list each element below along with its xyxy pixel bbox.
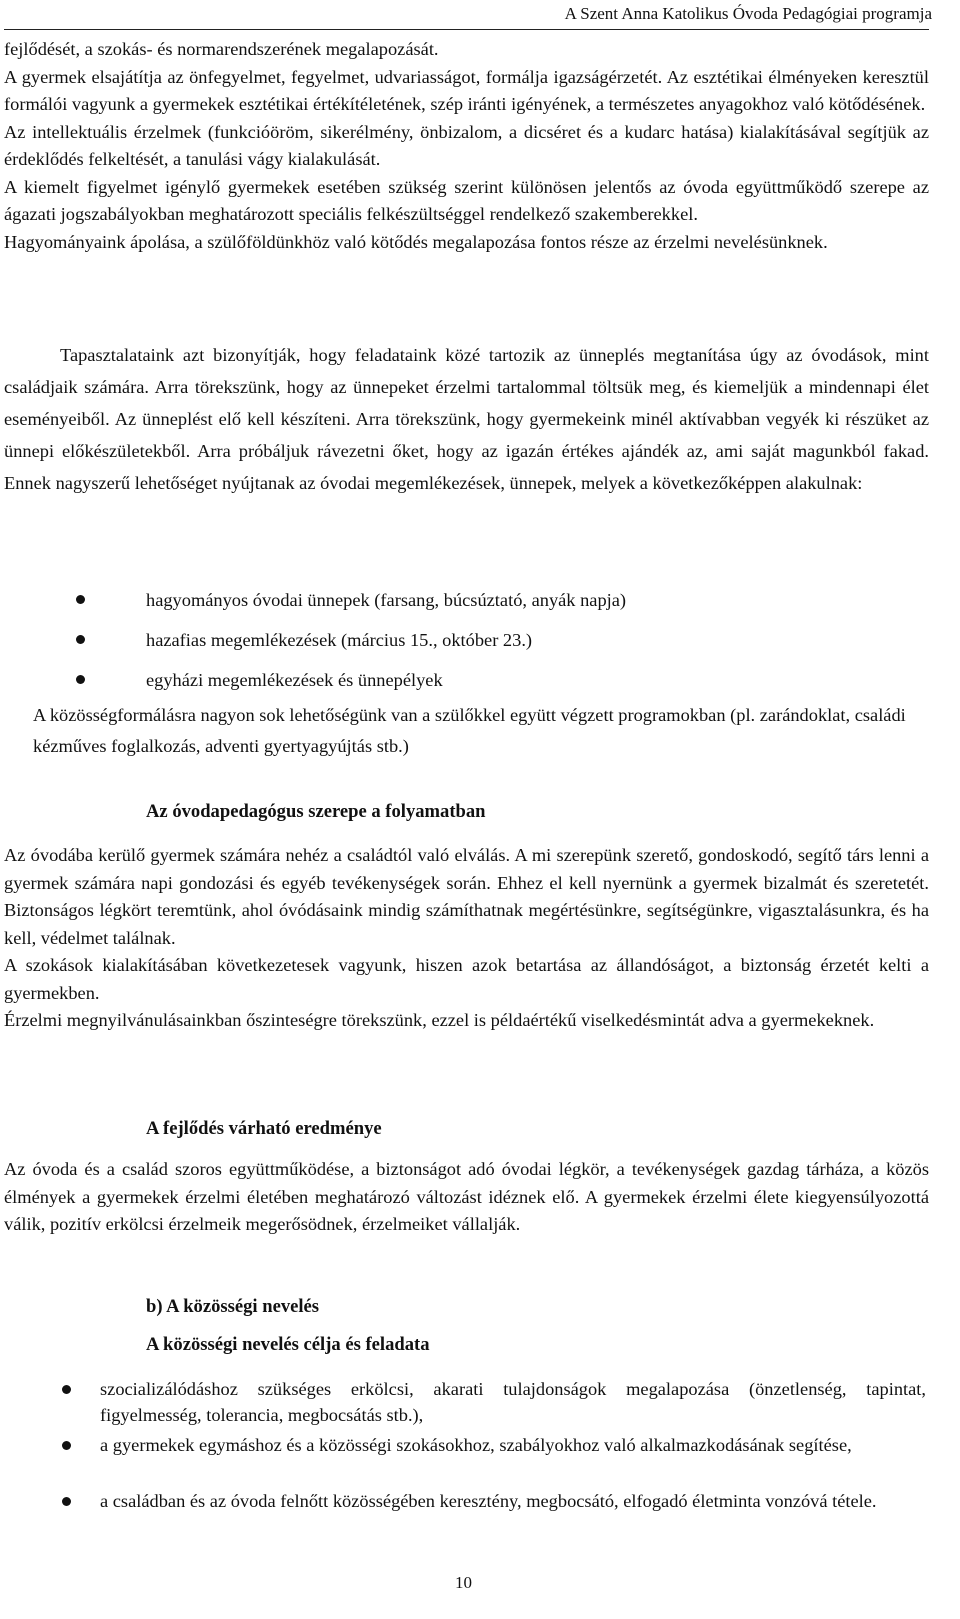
list-item-text: hazafias megemlékezések (március 15., október 23.)	[146, 630, 533, 650]
paragraph: A gyermek elsajátítja az önfegyelmet, fegyelmet, udvariasságot, formálja igazságérzetét. Az esztétikai élményeken keresztül formálói vagyunk a gyermekek esztétikai értékítéletének, szép iránti igényének, a természetes anyagokhoz való kötődésének.	[4, 66, 929, 114]
subheading-community-goals: A közösségi nevelés célja és feladata	[146, 1334, 430, 1355]
paragraph: A szokások kialakításában következetesek vagyunk, hiszen azok betartása az állandóságot, a biztonság érzetét kelti a gyermekben.	[4, 955, 929, 1003]
bullet-icon	[76, 635, 85, 644]
section-heading-expected-outcome: A fejlődés várható eredménye	[146, 1118, 382, 1139]
list-item-text: a gyermekek egymáshoz és a közösségi szokásokhoz, szabályokhoz való alkalmazkodásának segítése,	[100, 1435, 852, 1455]
list-item-text: szocializálódáshoz szükséges erkölcsi, akarati tulajdonságok megalapozása (önzetlenség, tapintat, figyelmesség, tolerancia, megbocsátás stb.),	[100, 1379, 926, 1425]
community-text	[33, 700, 929, 762]
pedagogue-role-text	[4, 842, 929, 1035]
list-item	[0, 1432, 929, 1488]
paragraph: Érzelmi megnyilvánulásainkban őszinteségre törekszünk, ezzel is példaértékű viselkedésmintát adva a gyermekeknek.	[4, 1010, 875, 1030]
header-divider	[4, 29, 929, 30]
bullet-icon	[62, 1441, 71, 1450]
paragraph: Hagyományaink ápolása, a szülőföldünkhöz való kötődés megalapozása fontos része az érzelmi nevelésünknek.	[4, 231, 828, 252]
paragraph: Az intellektuális érzelmek (funkcióöröm, sikerélmény, önbizalom, a dicséret és a kudarc hatása) kialakításával segítjük az érdeklődés felkeltését, a tanulási vágy kialakulását.	[4, 121, 929, 169]
paragraph: A kiemelt figyelmet igénylő gyermekek esetében szükség szerint különösen jelentős az óvoda együttműködő szerepe az ágazati jogszabályokban meghatározott speciális felkészültséggel rendelkező szakemberekkel.	[4, 176, 929, 224]
page-number: 10	[455, 1573, 472, 1592]
list-item	[0, 626, 929, 666]
list-item-text: egyházi megemlékezések és ünnepélyek	[146, 670, 443, 690]
list-item-text: a családban és az óvoda felnőtt közösségében keresztény, megbocsátó, elfogadó életminta vonzóvá tétele.	[100, 1491, 877, 1511]
emotional-education-text	[4, 36, 929, 256]
celebration-paragraph: Tapasztalataink azt bizonyítják, hogy feladataink közé tartozik az ünneplés megtanítása úgy az óvodások, mint családjaik számára. Arra törekszünk, hogy az ünnepeket érzelmi tartalommal töltsük meg, és kiemeljük a mindennapi élet eseményeiből. Az ünneplést elő kell készíteni. Arra törekszünk, hogy gyermekeink minél aktívabban vegyék ki részüket az ünnepi előkészületekből. Arra próbáljuk rávezetni őket, hogy az igazán értékes ajándék az, ami saját magunkból fakad. Ennek nagyszerű lehetőséget nyújtanak az óvodai megemlékezések, ünnepek, melyek a következőképpen alakulnak:	[4, 345, 929, 493]
celebration-list	[0, 586, 929, 706]
list-item	[0, 586, 929, 626]
section-heading-community-education: b) A közösségi nevelés	[146, 1296, 320, 1317]
list-item	[0, 1376, 929, 1432]
section-heading-pedagogue-role: Az óvodapedagógus szerepe a folyamatban	[146, 801, 486, 822]
list-item-text: hagyományos óvodai ünnepek (farsang, búcsúztató, anyák napja)	[146, 590, 627, 610]
celebration-text	[4, 339, 929, 499]
bullet-icon	[62, 1497, 71, 1506]
bullet-icon	[62, 1385, 71, 1394]
paragraph: fejlődését, a szokás- és normarendszerének megalapozását.	[4, 39, 439, 59]
paragraph: Az óvodába kerülő gyermek számára nehéz a családtól való elválás. A mi szerepünk szerető, gondoskodó, segítő társ lenni a gyermek számára napi gondozási és egyéb tevékenységek során. Ehhez el kell nyernünk a gyermek bizalmát és szeretetét. Biztonságos légkört teremtünk, ahol óvódásaink mindig számíthatnak megértésünkre, segítségünkre, vigasztalásunkra, és ha kell, védelmet találnak.	[4, 845, 929, 948]
expected-outcome-text	[4, 1156, 929, 1239]
running-header: A Szent Anna Katolikus Óvoda Pedagógiai programja	[564, 4, 932, 23]
community-goals-list	[0, 1376, 929, 1544]
community-paragraph: A közösségformálásra nagyon sok lehetőségünk van a szülőkkel együtt végzett programokban (pl. zarándoklat, családi kézműves foglalkozás, adventi gyertyagyújtás stb.)	[33, 705, 906, 756]
list-item	[0, 1488, 929, 1544]
paragraph: Az óvoda és a család szoros együttműködése, a biztonságot adó óvodai légkör, a tevékenységek gazdag tárháza, a közös élmények a gyermekek érzelmi életében meghatározó változást idéznek elő. A gyermekek érzelmi élete kiegyensúlyozottá válik, pozitív erkölcsi érzelmeik megerősödnek, érzelmeiket vállalják.	[4, 1159, 929, 1234]
bullet-icon	[76, 675, 85, 684]
bullet-icon	[76, 595, 85, 604]
